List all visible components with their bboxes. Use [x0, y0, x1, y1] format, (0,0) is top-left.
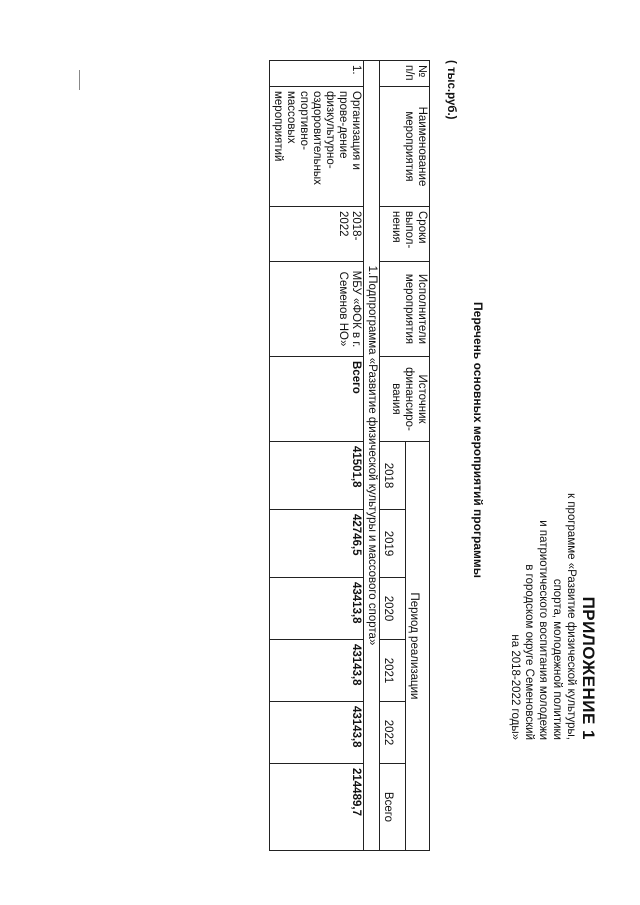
subtitle-line: к программе «Развитие физической культуры, — [565, 493, 577, 740]
table-header-row — [406, 61, 430, 851]
row-name: Организация и прове-дение физкультурно-оздоровительных спортивно-массовых мероприятий — [270, 87, 364, 207]
subtitle-line: в городском округе Семеновский — [523, 564, 535, 740]
col-header-source: Источник финансиро-вания — [380, 357, 430, 442]
row-num: 1. — [270, 61, 364, 87]
row-value-2019: 42746,5 — [270, 510, 364, 578]
appendix-title: ПРИЛОЖЕНИЕ 1 — [579, 596, 598, 740]
col-header-terms: Сроки выпол-нения — [380, 207, 430, 262]
year-header: 2018 — [380, 442, 406, 510]
year-header: 2021 — [380, 640, 406, 702]
row-value-2022: 43143,8 — [270, 702, 364, 764]
row-executor: МБУ «ФОК в г. Семенов НО» — [270, 262, 364, 357]
subtitle-line: и патриотического воспитания молодежи — [537, 520, 549, 740]
year-header: 2020 — [380, 578, 406, 640]
col-header-num: № п/п — [380, 61, 430, 87]
row-value-total: 214489,7 — [270, 764, 364, 851]
col-header-name: Наименование мероприятия — [380, 87, 430, 207]
subprogram-row — [364, 61, 380, 851]
activities-table — [269, 60, 430, 851]
year-header: 2019 — [380, 510, 406, 578]
subtitle-line: на 2018-2022 годы» — [509, 634, 521, 740]
rotated-document-page — [40, 0, 640, 880]
list-title: Перечень основных мероприятий программы — [471, 302, 485, 578]
col-header-period: Период реализации — [406, 442, 430, 851]
subprogram-title: 1.Подпрограмма «Развитие физической культуры и массового спорта» — [364, 61, 380, 851]
scan-mark — [79, 70, 80, 90]
row-source: Всего — [270, 357, 364, 442]
subtitle-line: спорта, молодежной политики — [551, 578, 563, 740]
row-value-2020: 43413,8 — [270, 578, 364, 640]
total-header: Всего — [380, 764, 406, 851]
document-header — [508, 493, 598, 740]
row-terms: 2018-2022 — [270, 207, 364, 262]
program-subtitle — [508, 493, 578, 740]
col-header-executors: Исполнители мероприятия — [380, 262, 430, 357]
table-row — [270, 61, 364, 851]
units-label: ( тыс.руб.) — [445, 60, 457, 120]
row-value-2018: 41501,8 — [270, 442, 364, 510]
row-value-2021: 43143,8 — [270, 640, 364, 702]
year-header: 2022 — [380, 702, 406, 764]
